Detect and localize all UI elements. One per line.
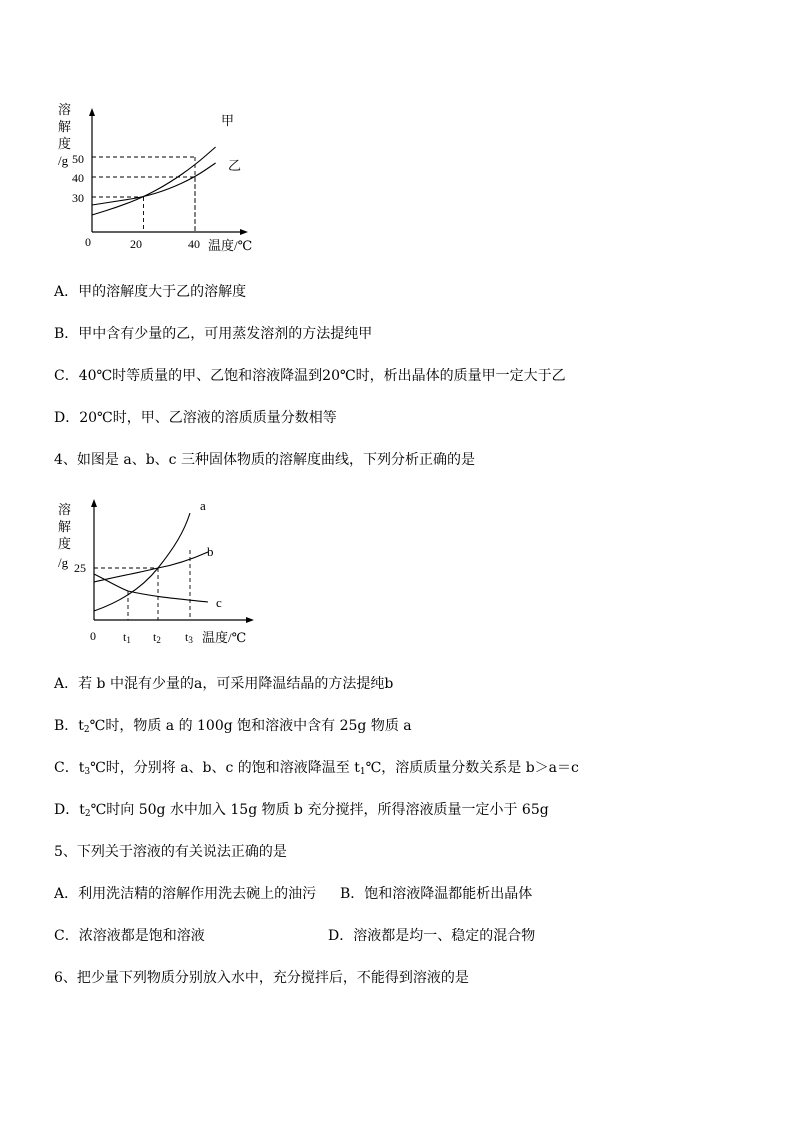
q3-option-a: A．甲的溶解度大于乙的溶解度 <box>54 284 247 300</box>
series-label-jia: 甲 <box>221 113 235 128</box>
x-tick-label: 0 <box>85 235 91 249</box>
x-axis-arrow <box>240 229 248 235</box>
x-tick-label-t2: t2 <box>153 630 161 645</box>
q4-option-d: D．$t_2℃$时向 50g 水中加入 15g 物质 b 充分搅拌，所得溶液质量一定小于 65g <box>54 802 549 819</box>
series-label-c: c <box>216 595 222 610</box>
x-axis-label: 温度/℃ <box>202 630 247 645</box>
q5-option-b: B．饱和溶液降温都能析出晶体 <box>340 886 533 902</box>
q5-stem: 5、下列关于溶液的有关说法正确的是 <box>54 844 287 860</box>
x-axis-label: 温度/℃ <box>208 238 253 253</box>
q4-option-c: C．$t_3℃$时，分别将 a、b、c 的饱和溶液降温至 $t_1℃$，溶质质量分数关系是 b＞a＝c <box>54 760 579 777</box>
x-tick-label: 0 <box>90 629 96 643</box>
y-axis-arrow <box>89 108 95 116</box>
y-tick-label: 40 <box>72 171 84 185</box>
q3-option-c: C．40℃时等质量的甲、乙饱和溶液降温到20℃时，析出晶体的质量甲一定大于乙 <box>54 368 566 384</box>
q5-option-d: D．溶液都是均一、稳定的混合物 <box>328 928 536 944</box>
y-label-char: 溶 <box>58 102 72 117</box>
q4-option-a: A．若 b 中混有少量的a，可采用降温结晶的方法提纯b <box>54 676 394 692</box>
x-axis-arrow <box>246 617 254 623</box>
q4-stem: 4、如图是 a、b、c 三种固体物质的溶解度曲线，下列分析正确的是 <box>54 452 475 468</box>
solubility-chart-1 <box>50 100 270 260</box>
series-label-a: a <box>200 498 206 513</box>
y-tick-label: 25 <box>74 561 86 575</box>
y-label-char: 度 <box>58 136 72 151</box>
series-label-b: b <box>207 544 214 559</box>
y-label-char: 溶 <box>58 502 72 517</box>
x-tick-label-t1: t1 <box>123 630 131 645</box>
solubility-chart-2 <box>50 490 270 652</box>
y-label-char: /g <box>58 153 69 168</box>
y-tick-label: 50 <box>72 152 84 166</box>
q4-option-b: B．$t_2℃$时，物质 a 的 100g 饱和溶液中含有 25g 物质 a <box>54 718 412 735</box>
y-tick-label: 30 <box>72 191 84 205</box>
q6-stem: 6、把少量下列物质分别放入水中，充分搅拌后，不能得到溶液的是 <box>54 970 469 986</box>
y-label-char: 解 <box>58 519 72 534</box>
q3-option-b: B．甲中含有少量的乙，可用蒸发溶剂的方法提纯甲 <box>54 326 373 342</box>
y-label-char: /g <box>58 555 69 570</box>
q5-option-c: C．浓溶液都是饱和溶液 <box>54 928 205 944</box>
x-tick-label-t3: t3 <box>185 630 193 645</box>
curve-a <box>94 513 190 611</box>
curve-jia <box>92 147 216 215</box>
y-axis-arrow <box>91 499 97 507</box>
q5-option-a: A．利用洗洁精的溶解作用洗去碗上的油污 <box>54 886 317 902</box>
y-label-char: 解 <box>58 119 72 134</box>
curve-b <box>94 552 208 582</box>
q3-option-d: D．20℃时，甲、乙溶液的溶质质量分数相等 <box>54 410 337 426</box>
series-label-yi: 乙 <box>228 158 242 173</box>
x-tick-label: 20 <box>130 237 142 251</box>
x-tick-label: 40 <box>188 237 200 251</box>
y-label-char: 度 <box>58 536 72 551</box>
curve-yi <box>92 163 216 205</box>
